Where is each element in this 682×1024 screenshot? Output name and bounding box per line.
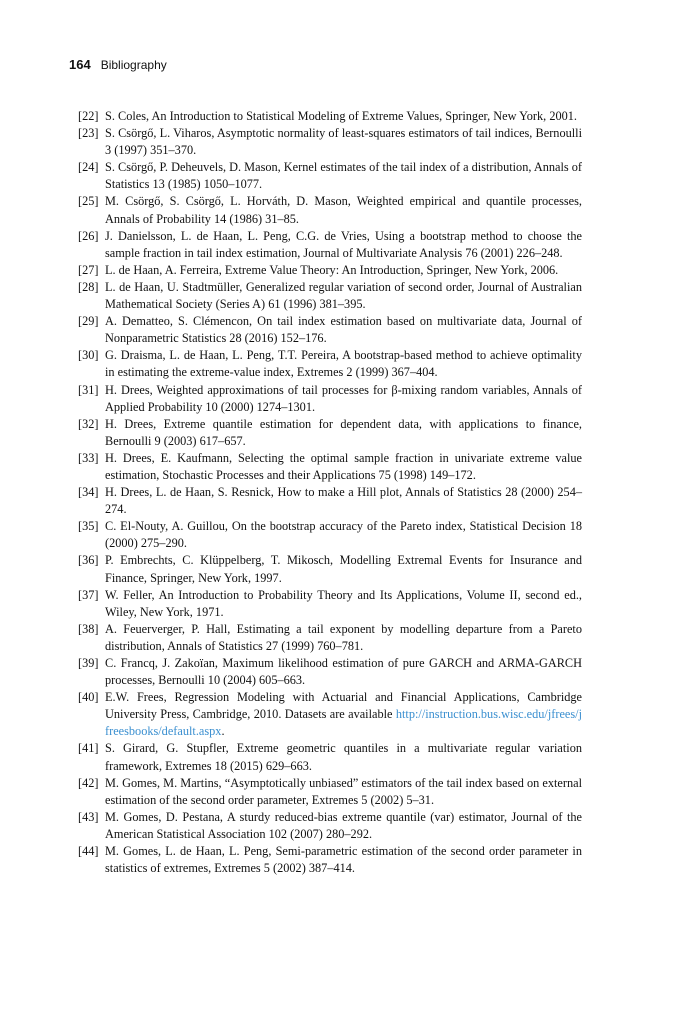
reference-label: [28] (78, 279, 99, 294)
reference-text: L. de Haan, A. Ferreira, Extreme Value Theory: An Introduction, Springer, New York, 2006. (105, 262, 559, 277)
reference-label: [23] (78, 126, 99, 141)
reference-label: [37] (78, 587, 99, 602)
reference-entry (78, 279, 582, 313)
reference-label: [30] (78, 348, 99, 363)
reference-entry (78, 416, 582, 450)
reference-label: [32] (78, 416, 99, 431)
reference-entry (78, 228, 582, 262)
reference-entry (78, 518, 582, 552)
reference-entry (78, 108, 582, 125)
reference-text: E.W. Frees, Regression Modeling with Actuarial and Financial Applications, Cambridge University Press, Cambridge, 2010. Datasets are available (105, 690, 582, 722)
reference-entry (78, 125, 582, 159)
reference-text: M. Csörgő, S. Csörgő, L. Horváth, D. Mason, Weighted empirical and quantile processes, Annals of Probability 14 (1986) 31–85. (105, 194, 582, 226)
reference-text: S. Girard, G. Stupfler, Extreme geometric quantiles in a multivariate regular variation framework, Extremes 18 (2015) 629–663. (105, 741, 582, 773)
reference-text: C. El-Nouty, A. Guillou, On the bootstrap accuracy of the Pareto index, Statistical Decision 18 (2000) 275–290. (105, 519, 582, 551)
reference-text: S. Csörgő, L. Viharos, Asymptotic normality of least-squares estimators of tail indices, Bernoulli 3 (1997) 351–370. (105, 126, 582, 158)
reference-entry (78, 775, 582, 809)
reference-text: H. Drees, Extreme quantile estimation for dependent data, with applications to finance, Bernoulli 9 (2003) 617–657. (105, 416, 582, 448)
reference-text: J. Danielsson, L. de Haan, L. Peng, C.G. de Vries, Using a bootstrap method to choose the sample fraction in tail index estimation, Journal of Multivariate Analysis 76 (2001) 226–248. (105, 228, 582, 260)
page-number: 164 (69, 57, 91, 72)
reference-text: S. Csörgő, P. Deheuvels, D. Mason, Kernel estimates of the tail index of a distribution, Annals of Statistics 13 (1985) 1050–1077. (105, 160, 582, 192)
reference-text: M. Gomes, M. Martins, “Asymptotically unbiased” estimators of the tail index based on external estimation of the second order parameter, Extremes 5 (2002) 5–31. (105, 775, 582, 807)
reference-entry (78, 655, 582, 689)
reference-entry (78, 552, 582, 586)
reference-entry (78, 621, 582, 655)
reference-entry (78, 159, 582, 193)
reference-entry (78, 843, 582, 877)
reference-label: [39] (78, 656, 99, 670)
reference-label: [44] (78, 844, 99, 859)
reference-entry (78, 193, 582, 227)
reference-text: H. Drees, E. Kaufmann, Selecting the optimal sample fraction in univariate extreme value estimation, Stochastic Processes and their Applications 75 (1998) 149–172. (105, 450, 582, 482)
reference-entry (78, 484, 582, 518)
reference-label: [41] (78, 741, 99, 756)
reference-text: L. de Haan, U. Stadtmüller, Generalized regular variation of second order, Journal of Australian Mathematical Society (Series A) 61 (1996) 381–395. (105, 279, 582, 312)
reference-label: [26] (78, 228, 99, 243)
reference-label: [36] (78, 553, 99, 568)
reference-label: [34] (78, 485, 99, 500)
reference-text: C. Francq, J. Zakoïan, Maximum likelihood estimation of pure GARCH and ARMA-GARCH processes, Bernoulli 10 (2004) 605–663. (105, 656, 582, 688)
reference-text: G. Draisma, L. de Haan, L. Peng, T.T. Pereira, A bootstrap-based method to achieve optimality in estimating the extreme-value index, Extremes 2 (1999) 367–404. (105, 348, 582, 380)
reference-label: [33] (78, 450, 99, 465)
reference-entry (78, 450, 582, 484)
reference-list (78, 108, 582, 877)
reference-text: S. Coles, An Introduction to Statistical Modeling of Extreme Values, Springer, New York, 2001. (105, 109, 577, 123)
reference-entry (78, 347, 582, 381)
reference-text: H. Drees, L. de Haan, S. Resnick, How to make a Hill plot, Annals of Statistics 28 (2000) 254–274. (105, 485, 582, 517)
reference-entry (78, 809, 582, 843)
reference-entry (78, 262, 582, 279)
reference-entry (78, 740, 582, 774)
reference-text: W. Feller, An Introduction to Probability Theory and Its Applications, Volume II, second ed., Wiley, New York, 1971. (105, 587, 582, 619)
reference-label: [40] (78, 690, 99, 705)
reference-text: P. Embrechts, C. Klüppelberg, T. Mikosch, Modelling Extremal Events for Insurance and Finance, Springer, New York, 1997. (105, 553, 582, 585)
reference-entry (78, 382, 582, 416)
running-header (69, 56, 167, 74)
reference-text: M. Gomes, L. de Haan, L. Peng, Semi-parametric estimation of the second order parameter in statistics of extremes, Extremes 5 (2002) 387–414. (105, 844, 582, 876)
reference-trailing-punctuation: . (221, 724, 225, 739)
reference-text: A. Feuerverger, P. Hall, Estimating a tail exponent by modelling departure from a Pareto distribution, Annals of Statistics 27 (1999) 760–781. (105, 621, 582, 653)
reference-entry (78, 313, 582, 347)
running-title: Bibliography (100, 58, 167, 72)
reference-label: [31] (78, 382, 99, 397)
reference-label: [42] (78, 775, 99, 790)
reference-label: [25] (78, 194, 99, 209)
reference-label: [24] (78, 160, 99, 175)
reference-label: [35] (78, 519, 99, 534)
reference-entry (78, 689, 582, 740)
reference-label: [27] (78, 262, 99, 277)
reference-label: [43] (78, 809, 99, 824)
reference-label: [29] (78, 314, 99, 329)
reference-text: H. Drees, Weighted approximations of tail processes for β-mixing random variables, Annals of Applied Probability 10 (2000) 1274–1301. (105, 382, 582, 414)
reference-text: M. Gomes, D. Pestana, A sturdy reduced-bias extreme quantile (var) estimator, Journal of the American Statistical Association 102 (2007) 280–292. (105, 809, 582, 841)
reference-text: A. Dematteo, S. Clémencon, On tail index estimation based on multivariate data, Journal of Nonparametric Statistics 28 (2016) 152–176. (105, 314, 582, 346)
reference-label: [38] (78, 621, 99, 636)
reference-label: [22] (78, 109, 99, 123)
reference-entry (78, 587, 582, 621)
dataset-link[interactable]: http://instruction.bus.wisc.edu/jfrees/jfreesbooks/default.aspx (105, 707, 582, 739)
